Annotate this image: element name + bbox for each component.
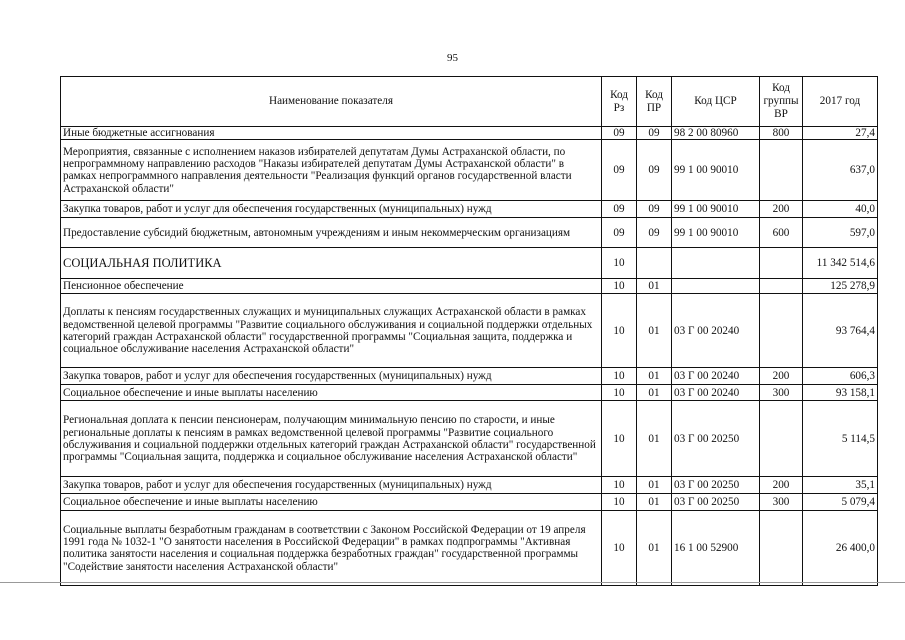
row-rz: 10 (602, 494, 637, 511)
row-amount: 11 342 514,6 (803, 248, 878, 279)
table-row (61, 279, 878, 294)
table-row (61, 248, 878, 279)
row-vr (760, 511, 803, 586)
header-vr: Код группы ВР (760, 77, 803, 127)
row-rz: 10 (602, 477, 637, 494)
row-rz: 10 (602, 401, 637, 477)
row-name: Пенсионное обеспечение (61, 279, 602, 294)
row-rz: 09 (602, 127, 637, 140)
row-pr: 09 (637, 140, 672, 201)
row-name: Иные бюджетные ассигнования (61, 127, 602, 140)
row-csr: 99 1 00 90010 (672, 201, 760, 218)
table-row (61, 494, 878, 511)
row-amount: 93 158,1 (803, 385, 878, 401)
row-amount: 35,1 (803, 477, 878, 494)
header-rz: Код Рз (602, 77, 637, 127)
row-rz: 09 (602, 201, 637, 218)
row-rz: 09 (602, 140, 637, 201)
table-row (61, 140, 878, 201)
header-pr: Код ПР (637, 77, 672, 127)
row-name: СОЦИАЛЬНАЯ ПОЛИТИКА (61, 248, 602, 279)
table-row (61, 368, 878, 385)
row-csr: 99 1 00 90010 (672, 218, 760, 248)
row-pr: 09 (637, 201, 672, 218)
scan-artifact-line (0, 582, 905, 583)
row-pr (637, 248, 672, 279)
table-header-row (61, 77, 878, 127)
row-vr: 200 (760, 201, 803, 218)
row-csr: 99 1 00 90010 (672, 140, 760, 201)
row-vr (760, 140, 803, 201)
table-row (61, 127, 878, 140)
row-vr: 300 (760, 385, 803, 401)
row-pr: 01 (637, 368, 672, 385)
row-name: Закупка товаров, работ и услуг для обеспечения государственных (муниципальных) нужд (61, 368, 602, 385)
row-rz: 10 (602, 248, 637, 279)
row-vr (760, 401, 803, 477)
row-pr: 01 (637, 494, 672, 511)
row-vr (760, 248, 803, 279)
row-csr: 03 Г 00 20250 (672, 494, 760, 511)
table-row (61, 385, 878, 401)
row-name: Предоставление субсидий бюджетным, автономным учреждениям и иным некоммерческим организациям (61, 218, 602, 248)
row-vr (760, 294, 803, 368)
row-amount: 637,0 (803, 140, 878, 201)
row-pr: 09 (637, 127, 672, 140)
row-amount: 5 079,4 (803, 494, 878, 511)
row-csr (672, 248, 760, 279)
row-rz: 10 (602, 279, 637, 294)
row-amount: 5 114,5 (803, 401, 878, 477)
row-name: Социальные выплаты безработным гражданам в соответствии с Законом Российской Федерации от 19 апреля 1991 года № 1032-1 "О занятости населения в Российской Федерации" в рамках подпрограммы "Активная политика занятости населения и социальная поддержка безработных граждан" государственной программы "Содействие занятости населения Астраханской области" (61, 511, 602, 586)
row-rz: 10 (602, 368, 637, 385)
row-vr: 800 (760, 127, 803, 140)
row-name: Закупка товаров, работ и услуг для обеспечения государственных (муниципальных) нужд (61, 201, 602, 218)
row-csr: 03 Г 00 20240 (672, 368, 760, 385)
row-csr: 16 1 00 52900 (672, 511, 760, 586)
row-csr: 03 Г 00 20250 (672, 477, 760, 494)
row-name: Социальное обеспечение и иные выплаты населению (61, 494, 602, 511)
row-name: Социальное обеспечение и иные выплаты населению (61, 385, 602, 401)
row-csr: 03 Г 00 20240 (672, 294, 760, 368)
header-name: Наименование показателя (61, 77, 602, 127)
row-pr: 01 (637, 385, 672, 401)
row-amount: 606,3 (803, 368, 878, 385)
row-rz: 10 (602, 294, 637, 368)
row-amount: 27,4 (803, 127, 878, 140)
row-vr: 600 (760, 218, 803, 248)
table-row (61, 477, 878, 494)
row-rz: 10 (602, 385, 637, 401)
row-name: Мероприятия, связанные с исполнением наказов избирателей депутатам Думы Астраханской области, по непрограммному направлению расходов "Наказы избирателей депутатам Думы Астраханской области" в рамках непрограммного направления деятельности "Реализация функций органов государственной власти Астраханской области" (61, 140, 602, 201)
row-pr: 09 (637, 218, 672, 248)
row-name: Региональная доплата к пенсии пенсионерам, получающим минимальную пенсию по старости, и иные региональные доплаты к пенсиям в рамках ведомственной целевой программы "Развитие социального обслуживания и социальной поддержки отдельных категорий граждан Астраханской области" государственной программы "Социальная защита, поддержка и социальное обслуживание населения Астраханской области" (61, 401, 602, 477)
row-csr: 03 Г 00 20240 (672, 385, 760, 401)
header-year: 2017 год (803, 77, 878, 127)
row-amount: 26 400,0 (803, 511, 878, 586)
row-vr: 200 (760, 368, 803, 385)
row-vr: 200 (760, 477, 803, 494)
row-amount: 125 278,9 (803, 279, 878, 294)
row-pr: 01 (637, 279, 672, 294)
table-row (61, 218, 878, 248)
table-row (61, 201, 878, 218)
page-number: 95 (447, 52, 458, 64)
table-row (61, 511, 878, 586)
row-rz: 10 (602, 511, 637, 586)
row-pr: 01 (637, 294, 672, 368)
budget-table (60, 76, 878, 586)
row-name: Закупка товаров, работ и услуг для обеспечения государственных (муниципальных) нужд (61, 477, 602, 494)
row-name: Доплаты к пенсиям государственных служащих и муниципальных служащих Астраханской области в рамках ведомственной целевой программы "Развитие социального обслуживания и социальной поддержки отдельных категорий граждан Астраханской области" государственной программы "Социальная защита, поддержка и социальное обслуживание населения Астраханской области" (61, 294, 602, 368)
header-csr: Код ЦСР (672, 77, 760, 127)
row-amount: 40,0 (803, 201, 878, 218)
table-row (61, 294, 878, 368)
row-pr: 01 (637, 511, 672, 586)
row-csr: 98 2 00 80960 (672, 127, 760, 140)
table-row (61, 401, 878, 477)
row-vr (760, 279, 803, 294)
row-pr: 01 (637, 401, 672, 477)
row-amount: 93 764,4 (803, 294, 878, 368)
row-rz: 09 (602, 218, 637, 248)
row-csr (672, 279, 760, 294)
row-vr: 300 (760, 494, 803, 511)
row-csr: 03 Г 00 20250 (672, 401, 760, 477)
row-amount: 597,0 (803, 218, 878, 248)
row-pr: 01 (637, 477, 672, 494)
